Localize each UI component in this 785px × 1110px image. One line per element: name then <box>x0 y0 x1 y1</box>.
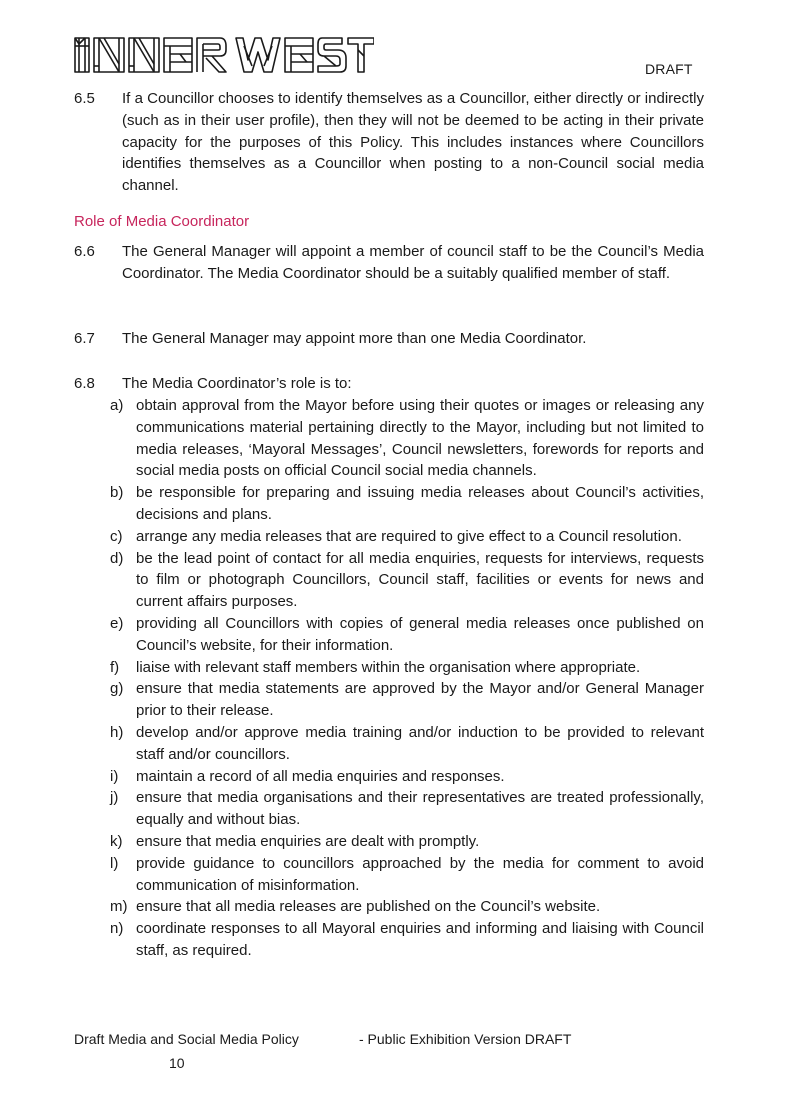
list-item-label: a) <box>110 397 124 414</box>
list-item-text: coordinate responses to all Mayoral enquiries and informing and liaising with Council staff, as required. <box>136 920 704 959</box>
list-item-text: ensure that media enquiries are dealt with promptly. <box>136 832 480 850</box>
inner-west-logo <box>74 36 374 76</box>
paragraph-number: 6.7 <box>74 330 95 347</box>
paragraph-6-6 <box>74 241 704 285</box>
paragraph-text: The Media Coordinator’s role is to: <box>122 375 352 392</box>
paragraph-6-7 <box>74 328 704 350</box>
list-item <box>110 657 704 679</box>
footer-title: Draft Media and Social Media Policy <box>74 1031 299 1047</box>
media-coordinator-role-list <box>110 395 704 962</box>
list-item-text: maintain a record of all media enquiries and responses. <box>136 767 505 785</box>
paragraph-text: The General Manager will appoint a member of council staff to be the Council’s Media Coordinator. The Media Coordinator should be a suitably qualified member of staff. <box>122 243 704 282</box>
list-item-label: f) <box>110 658 120 676</box>
list-item-text: develop and/or approve media training and/or induction to be provided to relevant staff and/or councillors. <box>136 723 704 763</box>
list-item <box>110 787 704 831</box>
list-item-label: k) <box>110 832 123 850</box>
list-item <box>110 853 704 897</box>
list-item-label: d) <box>110 549 124 567</box>
list-item-label: i) <box>110 767 119 785</box>
list-item-text: ensure that media statements are approved by the Mayor and/or General Manager prior to their release. <box>136 680 704 720</box>
list-item-label: c) <box>110 527 123 545</box>
list-item-label: b) <box>110 484 124 502</box>
list-item-label: n) <box>110 920 124 938</box>
list-item <box>110 548 704 613</box>
list-item <box>110 722 704 766</box>
list-item <box>110 831 704 853</box>
list-item <box>110 896 704 918</box>
list-item-text: provide guidance to councillors approached by the media for comment to avoid communication of misinformation. <box>136 854 704 894</box>
page-number: 10 <box>169 1055 185 1071</box>
list-item <box>110 766 704 788</box>
list-item <box>110 678 704 722</box>
paragraph-number: 6.8 <box>74 375 95 392</box>
list-item-text: providing all Councillors with copies of general media releases once published on Council’s website, for their information. <box>136 614 704 654</box>
draft-label: DRAFT <box>645 61 693 77</box>
paragraph-number: 6.6 <box>74 243 95 260</box>
list-item-label: m) <box>110 898 128 916</box>
list-item-label: j) <box>110 789 119 807</box>
list-item <box>110 395 704 482</box>
list-item-text: be responsible for preparing and issuing media releases about Council’s activities, decisions and plans. <box>136 484 704 523</box>
list-item <box>110 613 704 657</box>
list-item <box>110 482 704 526</box>
paragraph-text: The General Manager may appoint more than one Media Coordinator. <box>122 330 587 347</box>
paragraph-6-8 <box>74 373 704 395</box>
list-item-text: ensure that all media releases are published on the Council’s website. <box>136 898 601 916</box>
list-item-label: g) <box>110 680 124 698</box>
list-item-label: e) <box>110 614 124 632</box>
section-heading: Role of Media Coordinator <box>74 213 250 230</box>
list-item <box>110 918 704 962</box>
list-item-label: h) <box>110 723 124 741</box>
paragraph-text: If a Councillor chooses to identify themselves as a Councillor, either directly or indirectly (such as in their user profile), then they will not be deemed to be acting in their private capacity for the purposes of this Policy. This includes instances where Councillors identifies themselves as a Councillor when posting to a non-Council social media channel. <box>122 90 704 195</box>
list-item-text: obtain approval from the Mayor before using their quotes or images or releasing any communications material pertaining directly to the Mayor, including but not limited to media releases, ‘Mayoral Messages’, Council newsletters, forewords for reports and social media posts on official Council social media channels. <box>136 397 704 480</box>
footer-version: - Public Exhibition Version DRAFT <box>359 1031 572 1047</box>
list-item-label: l) <box>110 854 119 872</box>
list-item-text: arrange any media releases that are required to give effect to a Council resolution. <box>136 527 682 545</box>
paragraph-6-5 <box>74 88 704 197</box>
list-item-text: liaise with relevant staff members within the organisation where appropriate. <box>136 658 641 676</box>
list-item <box>110 526 704 548</box>
paragraph-number: 6.5 <box>74 90 95 107</box>
list-item-text: be the lead point of contact for all media enquiries, requests for interviews, requests to film or photograph Councillors, Council staff, facilities or events for news and current affairs purposes. <box>136 549 704 611</box>
list-item-text: ensure that media organisations and their representatives are treated professionally, equally and without bias. <box>136 789 704 829</box>
